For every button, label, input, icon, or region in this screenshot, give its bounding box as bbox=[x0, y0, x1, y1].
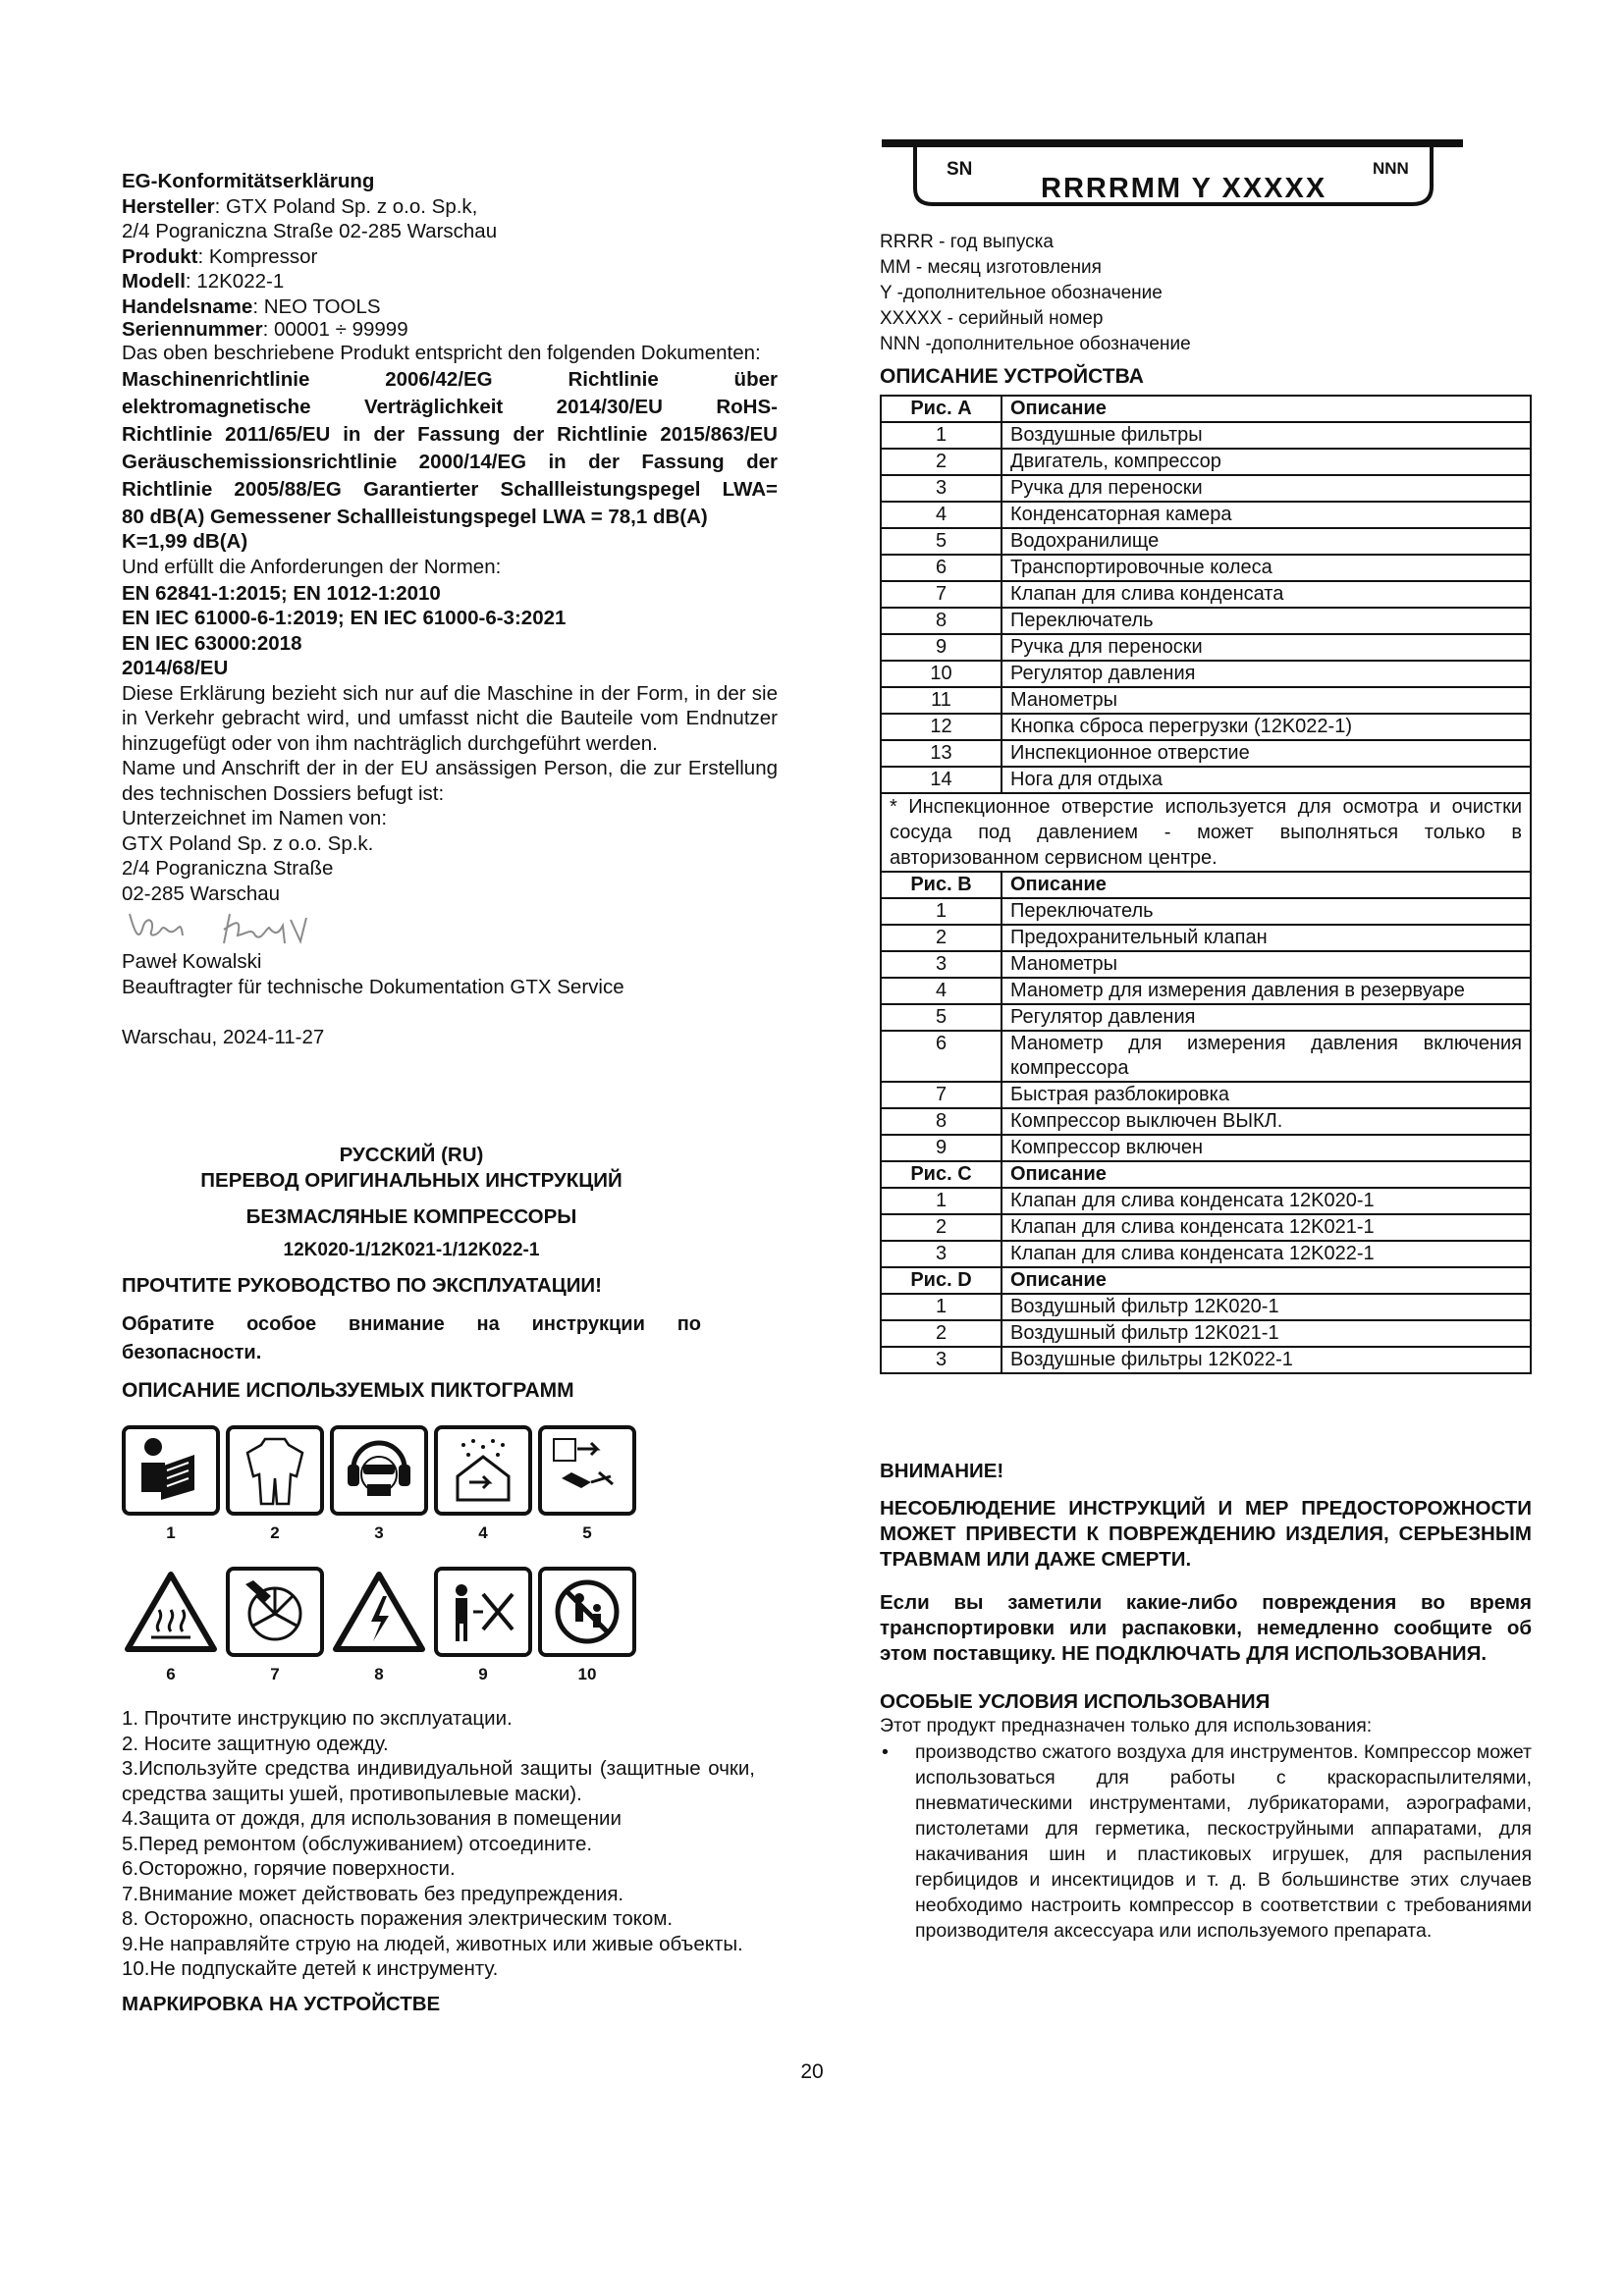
table-cell-number: 13 bbox=[881, 740, 1001, 767]
table-row bbox=[881, 1214, 1531, 1241]
table-row bbox=[881, 714, 1531, 740]
table-cell-description: Водохранилище bbox=[1001, 528, 1531, 555]
table-row bbox=[881, 555, 1531, 581]
plate-sn: SN bbox=[947, 159, 973, 180]
table-cell-number: 11 bbox=[881, 687, 1001, 714]
conformity-text: Das oben beschriebene Produkt entspricht den folgenden Dokumenten: bbox=[122, 342, 761, 364]
table-row bbox=[881, 1347, 1531, 1373]
declaration-text: Diese Erklärung bezieht sich nur auf die Maschine in der Form, in der sie in Verkehr gebracht wird, und umfasst nicht die Bauteile vom Endnutzer hinzugefügt oder von ihm nachträglich durchgeführt werden. bbox=[122, 681, 778, 755]
models: 12K020-1/12K021-1/12K022-1 bbox=[283, 1240, 540, 1260]
pictogram-description: 5.Перед ремонтом (обслуживанием) отсоедините. bbox=[122, 1832, 593, 1855]
pictograms-heading: ОПИСАНИЕ ИСПОЛЬЗУЕМЫХ ПИКТОГРАММ bbox=[122, 1379, 574, 1402]
pictogram-number: 5 bbox=[582, 1523, 592, 1542]
table-cell-number: 3 bbox=[881, 1241, 1001, 1267]
tradename-line bbox=[122, 294, 778, 320]
pictogram-description: 3.Используйте средства индивидуальной защиты (защитные очки, средства защиты ушей, противопылевые маски). bbox=[122, 1757, 755, 1805]
table-cell-number: 12 bbox=[881, 714, 1001, 740]
pictogram-number: 4 bbox=[478, 1523, 488, 1542]
directive-line: elektromagnetische Verträglichkeit 2014/30/EU RoHS- bbox=[122, 395, 778, 418]
marking-heading: МАРКИРОВКА НА УСТРОЙСТВЕ bbox=[122, 1992, 441, 2015]
table-row bbox=[881, 740, 1531, 767]
plate-code: RRRRMM Y XXXXX bbox=[1041, 173, 1327, 204]
ru-intro bbox=[122, 1143, 701, 1404]
table-header-figure: Рис. D bbox=[881, 1267, 1001, 1294]
pictogram-description: 9.Не направляйте струю на людей, животных или живые объекты. bbox=[122, 1932, 743, 1955]
table-row bbox=[881, 951, 1531, 978]
table-cell-description: Манометр для измерения давления в резервуаре bbox=[1001, 978, 1531, 1004]
pictogram-description: 4.Защита от дождя, для использования в помещении bbox=[122, 1807, 622, 1830]
signed-line: GTX Poland Sp. z o.o. Sp.k. bbox=[122, 831, 374, 855]
directive-line: Maschinenrichtlinie 2006/42/EG Richtlinie über bbox=[122, 367, 778, 391]
plate-legend bbox=[880, 230, 1532, 389]
hot-surface-icon bbox=[122, 1567, 220, 1657]
table-row bbox=[881, 687, 1531, 714]
table-cell-number: 1 bbox=[881, 422, 1001, 449]
electric-shock-icon bbox=[330, 1567, 428, 1657]
attention-safety: Обратите особое внимание на инструкции по безопасности. bbox=[122, 1313, 701, 1363]
table-cell-description: Регулятор давления bbox=[1001, 1004, 1531, 1031]
table-cell-number: 1 bbox=[881, 898, 1001, 925]
no-spray-at-people-icon bbox=[434, 1567, 532, 1657]
table-header-row bbox=[881, 872, 1531, 898]
table-cell-number: 8 bbox=[881, 608, 1001, 634]
directive-line: Richtlinie 2011/65/EU in der Fassung der Richtlinie 2015/863/EU bbox=[122, 422, 778, 446]
pictogram-description: 8. Осторожно, опасность поражения электрическим током. bbox=[122, 1907, 674, 1930]
table-cell-description: Воздушные фильтры 12K022-1 bbox=[1001, 1347, 1531, 1373]
legend-line: MM - месяц изготовления bbox=[880, 257, 1102, 278]
label: Seriennummer bbox=[122, 318, 263, 341]
table-cell-number: 2 bbox=[881, 449, 1001, 475]
lang-heading: РУССКИЙ (RU) bbox=[339, 1144, 484, 1166]
table-cell-number: 1 bbox=[881, 1294, 1001, 1320]
special-intro: Этот продукт предназначен только для использования: bbox=[880, 1714, 1373, 1736]
protective-clothing-icon bbox=[226, 1425, 324, 1516]
table-row bbox=[881, 1108, 1531, 1135]
eg-title: EG-Konformitätserklärung bbox=[122, 170, 375, 192]
model-line bbox=[122, 269, 778, 294]
table-row bbox=[881, 661, 1531, 687]
legend-line: NNN -дополнительное обозначение bbox=[880, 334, 1191, 354]
table-cell-description: Клапан для слива конденсата 12K020-1 bbox=[1001, 1188, 1531, 1214]
manufacturer-line bbox=[122, 194, 778, 220]
pictogram-description: 7.Внимание может действовать без предупреждения. bbox=[122, 1882, 624, 1905]
table-header-figure: Рис. A bbox=[881, 396, 1001, 422]
table-cell-number: 3 bbox=[881, 1347, 1001, 1373]
table-header-description: Описание bbox=[1001, 396, 1531, 422]
table-cell-description: Ручка для переноски bbox=[1001, 475, 1531, 502]
pictograms-row-1 bbox=[122, 1425, 636, 1543]
damage-text: Если вы заметили какие-либо повреждения во время транспортировки или распаковки, немедленно сообщите об этом поставщику. НЕ ПОДКЛЮЧАТЬ ДЛЯ ИСПОЛЬЗОВАНИЯ. bbox=[880, 1590, 1532, 1665]
table-row bbox=[881, 767, 1531, 793]
table-cell-description: Компрессор выключен ВЫКЛ. bbox=[1001, 1108, 1531, 1135]
product-heading: БЕЗМАСЛЯНЫЕ КОМПРЕССОРЫ bbox=[245, 1205, 577, 1228]
special-bullet: • производство сжатого воздуха для инструментов. Компрессор может использоваться для работы с краскораспылителями, пневматическими инструментами, лубрикаторами, аэрографами, пистолетами для герметика, пескоструйными аппаратами, для накачивания шин и пластиковых игрушек, для распыления гербицидов и инсектицидов и т. д. В большинстве этих случаев необходимо настроить компрессор в соответствии с требованиями производителя аксессуара или используемого препарата. bbox=[880, 1739, 1532, 1944]
pictogram-number: 2 bbox=[270, 1523, 280, 1542]
page-number: 20 bbox=[800, 2060, 824, 2083]
table-cell-description: Инспекционное отверстие bbox=[1001, 740, 1531, 767]
table-cell-number: 9 bbox=[881, 1135, 1001, 1161]
table-cell-number: 7 bbox=[881, 581, 1001, 608]
table-cell-number: 8 bbox=[881, 1108, 1001, 1135]
signed-line: Unterzeichnet im Namen von: bbox=[122, 807, 388, 829]
table-row bbox=[881, 502, 1531, 528]
ppe-headgear-icon bbox=[330, 1425, 428, 1516]
table-cell-description: Переключатель bbox=[1001, 608, 1531, 634]
norm-line: EN 62841-1:2015; EN 1012-1:2010 bbox=[122, 581, 441, 605]
table-cell-description: Воздушный фильтр 12K021-1 bbox=[1001, 1320, 1531, 1347]
pictogram-description: 1. Прочтите инструкцию по эксплуатации. bbox=[122, 1707, 513, 1730]
pictogram-number: 10 bbox=[577, 1665, 597, 1683]
table-row bbox=[881, 1031, 1531, 1082]
person-text: Name und Anschrift der in der EU ansässigen Person, die zur Erstellung des technischen Dossiers befugt ist: bbox=[122, 757, 778, 805]
pictogram-number: 7 bbox=[270, 1665, 280, 1683]
warning-title: ВНИМАНИЕ! bbox=[880, 1460, 1004, 1482]
spec-table bbox=[880, 395, 1532, 1374]
table-cell-description: Манометры bbox=[1001, 687, 1531, 714]
table-cell-description: Двигатель, компрессор bbox=[1001, 449, 1531, 475]
norms-intro: Und erfüllt die Anforderungen der Normen: bbox=[122, 555, 502, 578]
pictogram-descriptions bbox=[122, 1706, 755, 2016]
table-header-figure: Рис. C bbox=[881, 1161, 1001, 1188]
label: Hersteller bbox=[122, 194, 215, 218]
table-cell-description: Манометр для измерения давления включения компрессора bbox=[1001, 1031, 1531, 1082]
table-row bbox=[881, 422, 1531, 449]
value: : NEO TOOLS bbox=[252, 294, 381, 318]
table-header-figure: Рис. B bbox=[881, 872, 1001, 898]
table-cell-description: Нога для отдыха bbox=[1001, 767, 1531, 793]
table-cell-description: Клапан для слива конденсата 12K021-1 bbox=[1001, 1214, 1531, 1241]
directives bbox=[122, 366, 778, 553]
table-cell-number: 6 bbox=[881, 555, 1001, 581]
value: : Kompressor bbox=[197, 244, 318, 268]
value: : 00001 ÷ 99999 bbox=[262, 318, 408, 341]
serial-line bbox=[122, 319, 778, 341]
table-cell-number: 3 bbox=[881, 475, 1001, 502]
read-manual-icon bbox=[122, 1425, 220, 1516]
table-cell-number: 4 bbox=[881, 502, 1001, 528]
warning-block bbox=[880, 1459, 1532, 1944]
translation-heading: ПЕРЕВОД ОРИГИНАЛЬНЫХ ИНСТРУКЦИЙ bbox=[200, 1169, 623, 1192]
table-cell-description: Транспортировочные колеса bbox=[1001, 555, 1531, 581]
disconnect-icon bbox=[538, 1425, 636, 1516]
directive-line: Geräuschemissionsrichtlinie 2000/14/EG in der Fassung der bbox=[122, 450, 778, 473]
plate-nnn: NNN bbox=[1373, 159, 1409, 178]
legend-line: RRRR - год выпуска bbox=[880, 232, 1054, 252]
eg-declaration bbox=[122, 169, 778, 1050]
table-cell-number: 14 bbox=[881, 767, 1001, 793]
directive-line: K=1,99 dB(A) bbox=[122, 529, 248, 553]
table-cell-number: 3 bbox=[881, 951, 1001, 978]
norm-line: EN IEC 63000:2018 bbox=[122, 631, 302, 655]
table-row bbox=[881, 1135, 1531, 1161]
norm-line: EN IEC 61000-6-1:2019; EN IEC 61000-6-3:2021 bbox=[122, 607, 567, 629]
table-cell-number: 2 bbox=[881, 1320, 1001, 1347]
pictogram-number: 6 bbox=[166, 1665, 176, 1683]
norm-line: 2014/68/EU bbox=[122, 657, 229, 679]
table-row bbox=[881, 925, 1531, 951]
table-cell-description: Быстрая разблокировка bbox=[1001, 1082, 1531, 1108]
serial-plate bbox=[882, 137, 1463, 212]
signer-name: Paweł Kowalski bbox=[122, 950, 262, 973]
table-header-description: Описание bbox=[1001, 1161, 1531, 1188]
table-row bbox=[881, 1188, 1531, 1214]
table-cell-description: Воздушный фильтр 12K020-1 bbox=[1001, 1294, 1531, 1320]
table-cell-description: Манометры bbox=[1001, 951, 1531, 978]
table-cell-description: Конденсаторная камера bbox=[1001, 502, 1531, 528]
table-cell-description: Предохранительный клапан bbox=[1001, 925, 1531, 951]
table-cell-number: 1 bbox=[881, 1188, 1001, 1214]
table-cell-description: Воздушные фильтры bbox=[1001, 422, 1531, 449]
table-note-row bbox=[881, 793, 1531, 872]
legend-line: XXXXX - серийный номер bbox=[880, 308, 1104, 329]
table-row bbox=[881, 1082, 1531, 1108]
pictogram-number: 3 bbox=[374, 1523, 384, 1542]
warning-text: НЕСОБЛЮДЕНИЕ ИНСТРУКЦИЙ И МЕР ПРЕДОСТОРОЖНОСТИ МОЖЕТ ПРИВЕСТИ К ПОВРЕЖДЕНИЮ ИЗДЕЛИЯ, СЕРЬЕЗНЫМ ТРАВМАМ ИЛИ ДАЖЕ СМЕРТИ. bbox=[880, 1496, 1532, 1571]
place-date: Warschau, 2024-11-27 bbox=[122, 1026, 325, 1048]
table-row bbox=[881, 475, 1531, 502]
signed-line: 2/4 Pograniczna Straße bbox=[122, 857, 334, 880]
table-cell-number: 9 bbox=[881, 634, 1001, 661]
value: : 12K022-1 bbox=[185, 270, 285, 293]
value: : GTX Poland Sp. z o.o. Sp.k, bbox=[214, 194, 478, 218]
table-cell-number: 4 bbox=[881, 978, 1001, 1004]
pictogram-description: 10.Не подпускайте детей к инструменту. bbox=[122, 1957, 499, 1980]
table-cell-description: Компрессор включен bbox=[1001, 1135, 1531, 1161]
pictograms-row-2 bbox=[122, 1567, 636, 1684]
address-line: 2/4 Pograniczna Straße 02-285 Warschau bbox=[122, 220, 498, 242]
table-cell-number: 2 bbox=[881, 925, 1001, 951]
no-children-icon bbox=[538, 1567, 636, 1657]
signed-line: 02-285 Warschau bbox=[122, 881, 281, 905]
product-line bbox=[122, 244, 778, 270]
table-cell-description: Кнопка сброса перегрузки (12K022-1) bbox=[1001, 714, 1531, 740]
directive-line: Richtlinie 2005/88/EG Garantierter Schallleistungspegel LWA= bbox=[122, 477, 778, 501]
special-heading: ОСОБЫЕ УСЛОВИЯ ИСПОЛЬЗОВАНИЯ bbox=[880, 1689, 1271, 1713]
signature-icon bbox=[122, 906, 416, 949]
table-cell-number: 10 bbox=[881, 661, 1001, 687]
pictogram-description: 2. Носите защитную одежду. bbox=[122, 1732, 389, 1755]
signer-role: Beauftragter für technische Dokumentation GTX Service bbox=[122, 975, 624, 998]
table-row bbox=[881, 528, 1531, 555]
automatic-start-icon bbox=[226, 1567, 324, 1657]
table-cell-description: Клапан для слива конденсата bbox=[1001, 581, 1531, 608]
table-row bbox=[881, 1294, 1531, 1320]
table-row bbox=[881, 581, 1531, 608]
table-cell-number: 5 bbox=[881, 528, 1001, 555]
device-table bbox=[880, 395, 1532, 1374]
indoor-use-icon bbox=[434, 1425, 532, 1516]
directive-line: 80 dB(A) Gemessener Schallleistungspegel LWA = 78,1 dB(A) bbox=[122, 505, 708, 528]
table-row bbox=[881, 978, 1531, 1004]
device-heading: ОПИСАНИЕ УСТРОЙСТВА bbox=[880, 365, 1144, 388]
table-cell-description: Регулятор давления bbox=[1001, 661, 1531, 687]
table-row bbox=[881, 1241, 1531, 1267]
read-manual: ПРОЧТИТЕ РУКОВОДСТВО ПО ЭКСПЛУАТАЦИИ! bbox=[122, 1274, 602, 1297]
table-header-description: Описание bbox=[1001, 1267, 1531, 1294]
pictogram-number: 8 bbox=[374, 1665, 384, 1683]
pictogram-description: 6.Осторожно, горячие поверхности. bbox=[122, 1857, 456, 1880]
table-header-row bbox=[881, 1267, 1531, 1294]
table-cell-description: Клапан для слива конденсата 12K022-1 bbox=[1001, 1241, 1531, 1267]
label: Modell bbox=[122, 270, 186, 293]
table-row bbox=[881, 1320, 1531, 1347]
table-header-description: Описание bbox=[1001, 872, 1531, 898]
table-note: * Инспекционное отверстие используется для осмотра и очистки сосуда под давлением - может выполняться только в авторизованном сервисном центре. bbox=[881, 793, 1531, 872]
table-row bbox=[881, 634, 1531, 661]
table-cell-number: 6 bbox=[881, 1031, 1001, 1082]
signature bbox=[122, 906, 778, 949]
table-header-row bbox=[881, 396, 1531, 422]
table-cell-number: 5 bbox=[881, 1004, 1001, 1031]
table-cell-number: 7 bbox=[881, 1082, 1001, 1108]
table-cell-description: Ручка для переноски bbox=[1001, 634, 1531, 661]
table-row bbox=[881, 608, 1531, 634]
table-row bbox=[881, 898, 1531, 925]
pictogram-number: 9 bbox=[478, 1665, 488, 1683]
table-row bbox=[881, 449, 1531, 475]
table-cell-number: 2 bbox=[881, 1214, 1001, 1241]
table-header-row bbox=[881, 1161, 1531, 1188]
table-cell-description: Переключатель bbox=[1001, 898, 1531, 925]
label: Handelsname bbox=[122, 294, 253, 318]
special-list bbox=[880, 1739, 1532, 1944]
table-row bbox=[881, 1004, 1531, 1031]
pictogram-number: 1 bbox=[166, 1523, 176, 1542]
label: Produkt bbox=[122, 244, 198, 268]
legend-line: Y -дополнительное обозначение bbox=[880, 283, 1163, 303]
